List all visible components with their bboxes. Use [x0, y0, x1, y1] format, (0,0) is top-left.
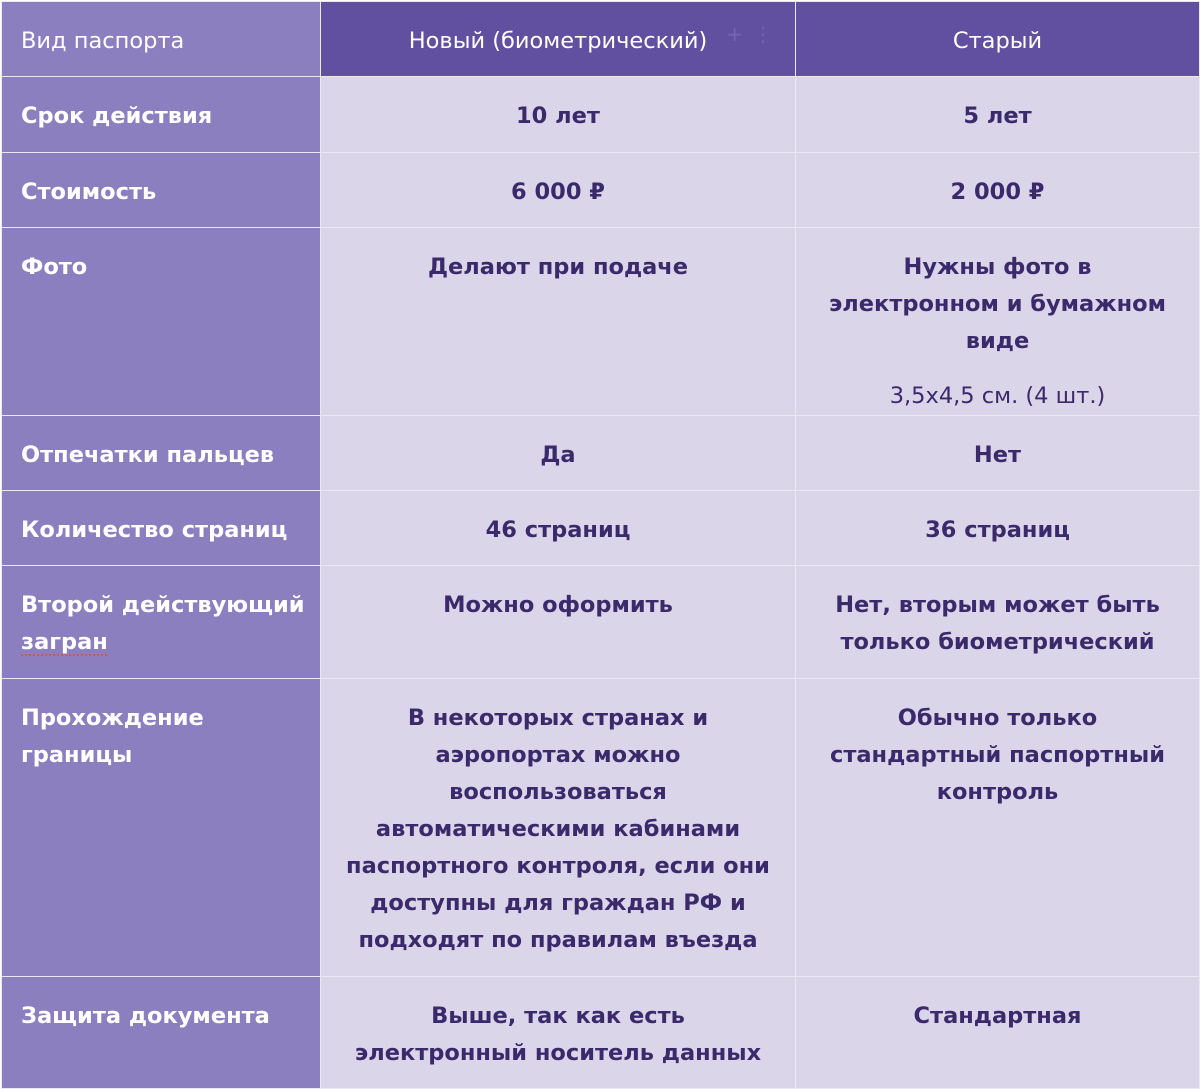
cell-old-photo-note: 3,5х4,5 см. (4 шт.) — [889, 383, 1106, 409]
row-label-cost: Стоимость — [2, 153, 321, 228]
cell-new-second-passport: Можно оформить — [321, 566, 796, 679]
cell-old-validity: 5 лет — [796, 77, 1200, 153]
cell-old-border: Обычно только стандартный паспортный контроль — [796, 679, 1200, 977]
row-label-validity: Срок действия — [2, 77, 321, 153]
row-label-border: Прохождение границы — [2, 679, 321, 977]
cell-new-fingerprints: Да — [321, 416, 796, 491]
cell-new-pages: 46 страниц — [321, 491, 796, 566]
plus-icon[interactable]: + — [726, 22, 753, 46]
drag-handle-icon[interactable]: ⋮ — [753, 22, 783, 46]
table-row — [2, 977, 1200, 1089]
table-row — [2, 491, 1200, 566]
table-row — [2, 416, 1200, 491]
header-passport-type: Вид паспорта — [2, 2, 321, 77]
cell-old-photo — [796, 228, 1200, 416]
cell-new-border: В некоторых странах и аэропортах можно воспользоваться автоматическими кабинами паспортного контроля, если они доступны для граждан РФ и подходят по правилам въезда — [321, 679, 796, 977]
cell-new-validity: 10 лет — [321, 77, 796, 153]
table-row — [2, 153, 1200, 228]
cell-new-photo: Делают при подаче — [321, 228, 796, 416]
header-new-passport — [321, 2, 796, 77]
header-old-passport: Старый — [796, 2, 1200, 77]
row-label-protection: Защита документа — [2, 977, 321, 1089]
cell-old-fingerprints: Нет — [796, 416, 1200, 491]
table-row — [2, 77, 1200, 153]
cell-old-second-passport: Нет, вторым может быть только биометрический — [796, 566, 1200, 679]
cell-old-protection: Стандартная — [796, 977, 1200, 1089]
row-label-second-passport-tail: загран — [21, 629, 108, 655]
row-label-pages: Количество страниц — [2, 491, 321, 566]
cell-old-pages: 36 страниц — [796, 491, 1200, 566]
row-label-second-passport — [2, 566, 321, 679]
row-label-second-passport-main: Второй действующий — [21, 592, 305, 618]
header-new-passport-label: Новый (биометрический) — [408, 28, 708, 54]
passport-comparison-table — [1, 1, 1200, 1089]
table-header-row — [2, 2, 1200, 77]
table-row — [2, 228, 1200, 416]
cell-new-protection: Выше, так как есть электронный носитель данных — [321, 977, 796, 1089]
column-tools[interactable] — [726, 24, 783, 44]
row-label-fingerprints: Отпечатки пальцев — [2, 416, 321, 491]
row-label-photo: Фото — [2, 228, 321, 416]
cell-new-cost: 6 000 ₽ — [321, 153, 796, 228]
cell-old-photo-text: Нужны фото в электронном и бумажном виде — [828, 254, 1167, 354]
cell-old-cost: 2 000 ₽ — [796, 153, 1200, 228]
table-row — [2, 679, 1200, 977]
table-row — [2, 566, 1200, 679]
